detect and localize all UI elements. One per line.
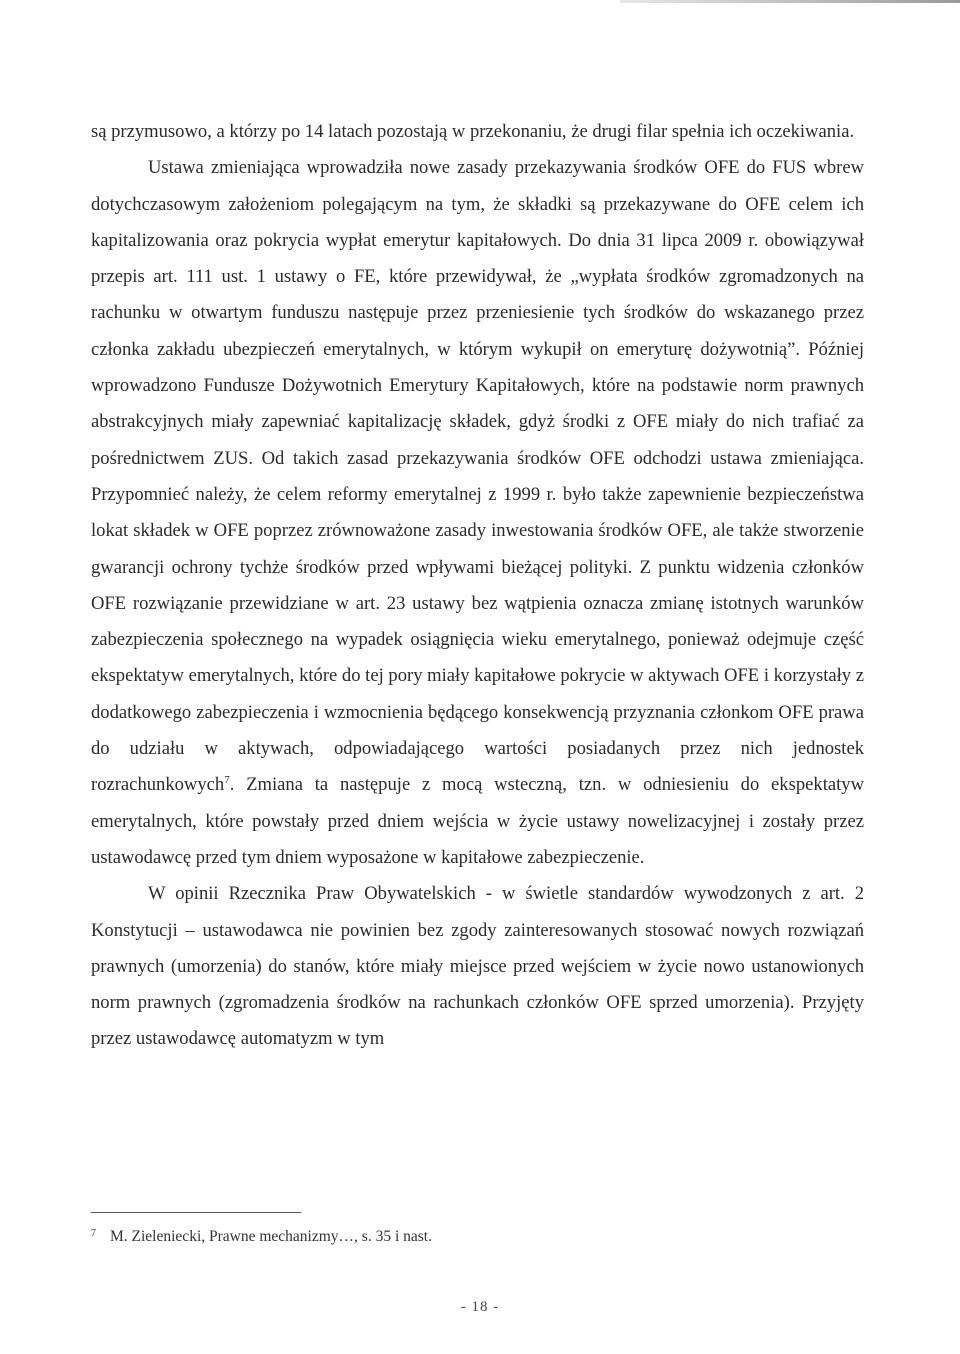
scan-edge-line <box>620 0 960 3</box>
paragraph-text: W opinii Rzecznika Praw Obywatelskich - w świetle standardów wywodzonych z art. 2 Konstytucji – ustawodawca nie powinien bez zgody zainteresowanych stosować nowych rozwiązań prawnych (umorzenia) do stanów, które miały miejsce przed wejściem w życie nowo ustanowionych norm prawnych (zgromadzenia środków na rachunkach członków OFE sprzed umorzenia). Przyjęty przez ustawodawcę automatyzm w tym <box>91 883 864 1050</box>
paragraph-1 <box>91 114 864 150</box>
paragraph-2 <box>91 150 864 876</box>
paragraph-3 <box>91 876 864 1057</box>
page-number: - 18 - <box>460 1299 500 1315</box>
footnote <box>91 1223 432 1248</box>
document-body <box>91 114 864 1058</box>
footnote-reference[interactable]: 7 <box>224 774 230 787</box>
paragraph-text: Ustawa zmieniająca wprowadziła nowe zasady przekazywania środków OFE do FUS wbrew dotychczasowym założeniom polegającym na tym, że składki są przekazywane do OFE celem ich kapitalizowania oraz pokrycia wypłat emerytur kapitałowych. Do dnia 31 lipca 2009 r. obowiązywał przepis art. 111 ust. 1 ustawy o FE, które przewidywał, że „wypłata środków zgromadzonych na rachunku w otwartym funduszu następuje przez przeniesienie tych środków do wskazanego przez członka zakładu ubezpieczeń emerytalnych, w którym wykupił on emeryturę dożywotnią”. Później wprowadzono Fundusze Dożywotnich Emerytury Kapitałowych, które na podstawie norm prawnych abstrakcyjnych miały zapewniać kapitalizację składek, gdyż środki z OFE miały do nich trafiać za pośrednictwem ZUS. Od takich zasad przekazywania środków OFE odchodzi ustawa zmieniająca. Przypomnieć należy, że celem reformy emerytalnej z 1999 r. było także zapewnienie bezpieczeństwa lokat składek w OFE poprzez zrównoważone zasady inwestowania środków OFE, ale także stworzenie gwarancji ochrony tychże środków przed wpływami bieżącej polityki. Z punktu widzenia członków OFE rozwiązanie przewidziane w art. 23 ustawy bez wątpienia oznacza zmianę istotnych warunków zabezpieczenia społecznego na wypadek osiągnięcia wieku emerytalnego, ponieważ odejmuje część ekspektatyw emerytalnych, które do tej pory miały kapitałowe pokrycie w aktywach OFE i korzystały z dodatkowego zabezpieczenia i wzmocnienia będącego konsekwencją przyznania członkom OFE prawa do udziału w aktywach, odpowiadającego wartości posiadanych przez nich jednostek rozrachunkowych <box>91 157 864 796</box>
footnote-separator <box>91 1212 301 1213</box>
paragraph-text: są przymusowo, a którzy po 14 latach pozostają w przekonaniu, że drugi filar spełnia ich oczekiwania. <box>91 121 855 142</box>
footnote-text: M. Zieleniecki, Prawne mechanizmy…, s. 35 i nast. <box>110 1228 432 1245</box>
footnote-number: 7 <box>91 1228 96 1239</box>
paragraph-text: . Zmiana ta następuje z mocą wsteczną, tzn. w odniesieniu do ekspektatyw emerytalnych, które powstały przed dniem wejścia w życie ustawy nowelizacyjnej i zostały przez ustawodawcę przed tym dniem wyposażone w kapitałowe zabezpieczenie. <box>91 774 864 868</box>
